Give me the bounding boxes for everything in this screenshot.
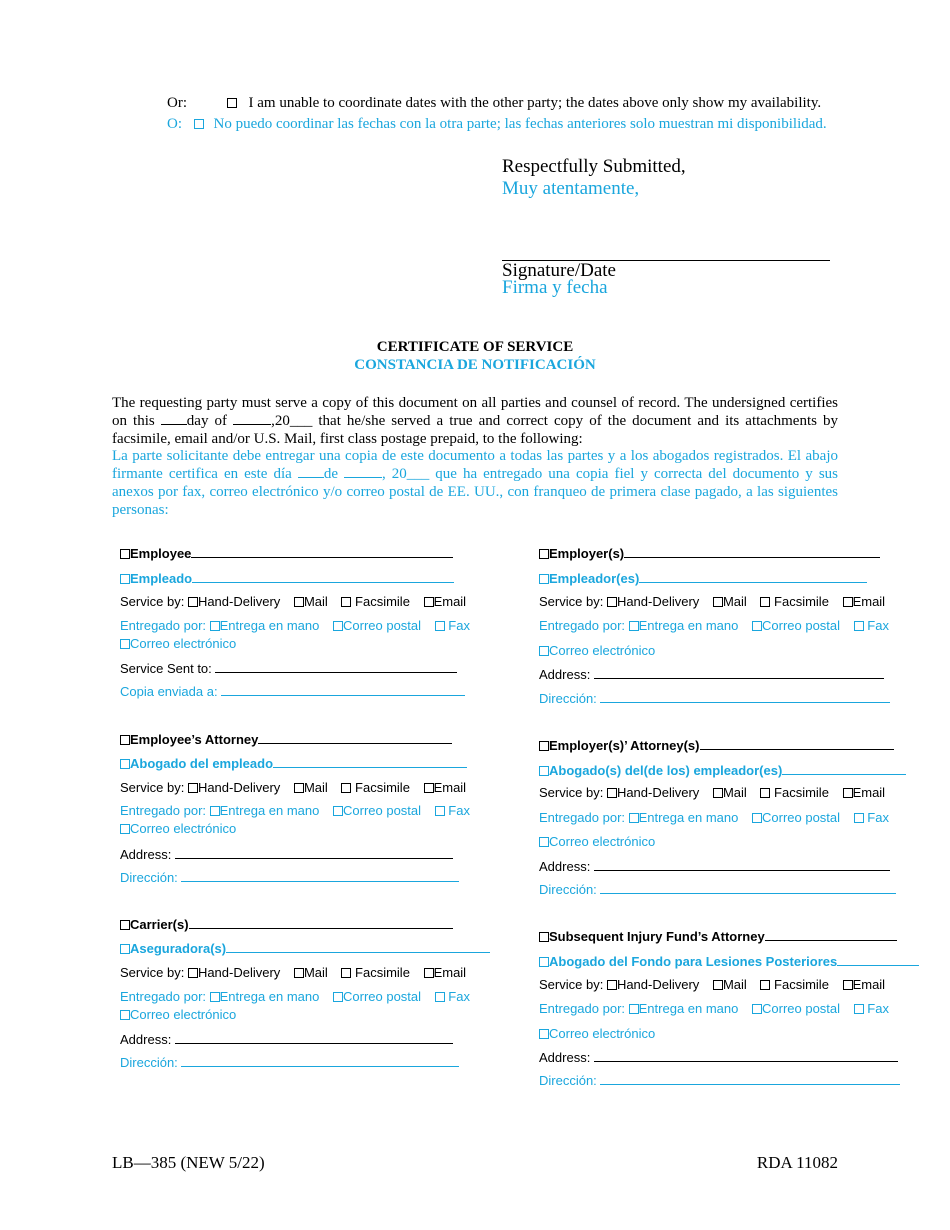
hand-delivery-checkbox[interactable] xyxy=(188,597,198,607)
fax-checkbox[interactable] xyxy=(435,992,445,1002)
employer-attorney-entregado: Entregado por: Entrega en mano Correo postal Fax xyxy=(539,810,889,825)
sif-direccion: Dirección: xyxy=(539,1072,900,1089)
employee-attorney-row: Employee’s Attorney xyxy=(120,731,452,748)
carrier-service-by: Service by: Hand-Delivery Mail Facsimile Email xyxy=(120,965,467,980)
empleador-checkbox[interactable] xyxy=(539,574,549,584)
sif-address: Address: xyxy=(539,1049,898,1066)
employer-attorney-service-by: Service by: Hand-Delivery Mail Facsimile Email xyxy=(539,785,886,800)
respectfully-submitted: Respectfully Submitted, xyxy=(502,156,686,177)
employer-service-by: Service by: Hand-Delivery Mail Facsimile Email xyxy=(539,594,886,609)
fax-checkbox[interactable] xyxy=(435,806,445,816)
carrier-line[interactable] xyxy=(189,916,453,929)
employee-name-line[interactable] xyxy=(191,545,453,558)
sif-entregado: Entregado por: Entrega en mano Correo postal Fax xyxy=(539,1001,889,1016)
abogado-empleado-line[interactable] xyxy=(273,755,467,768)
employee-attorney-line[interactable] xyxy=(258,731,452,744)
rda-number: RDA 11082 xyxy=(756,1153,838,1172)
facsimile-checkbox[interactable] xyxy=(341,783,351,793)
fax-checkbox[interactable] xyxy=(854,621,864,631)
correo-electronico-checkbox[interactable] xyxy=(539,646,549,656)
aseguradora-line[interactable] xyxy=(226,940,490,953)
correo-postal-checkbox[interactable] xyxy=(333,806,343,816)
employee-attorney-checkbox[interactable] xyxy=(120,735,130,745)
sif-attorney-line[interactable] xyxy=(765,928,897,941)
hand-delivery-checkbox[interactable] xyxy=(188,783,198,793)
address-field[interactable] xyxy=(594,858,890,871)
hand-delivery-checkbox[interactable] xyxy=(607,788,617,798)
employee-service-by: Service by: Hand-Delivery Mail Facsimile Email xyxy=(120,594,467,609)
fax-checkbox[interactable] xyxy=(435,621,445,631)
employer-attorney-line[interactable] xyxy=(700,737,894,750)
facsimile-checkbox[interactable] xyxy=(341,968,351,978)
hand-delivery-checkbox[interactable] xyxy=(607,597,617,607)
sif-attorney-checkbox[interactable] xyxy=(539,932,549,942)
unable-to-coordinate-checkbox[interactable] xyxy=(227,98,237,108)
carrier-direccion: Dirección: xyxy=(120,1054,459,1071)
aseguradora-checkbox[interactable] xyxy=(120,944,130,954)
certificate-paragraph-es: La parte solicitante debe entregar una copia de este documento a todas las partes y a los abogados registrados. El abajo firmante certifica en este día de , 20___ que ha entregado una copia fiel y correcta del documento y sus anexos por fax, correo electrónico y/o correo postal de EE. UU., con franqueo de primera clase pagado, a las siguientes personas: xyxy=(112,448,838,518)
copia-enviada-row: Copia enviada a: xyxy=(120,683,465,700)
employer-row: Employer(s) xyxy=(539,545,880,562)
employee-checkbox[interactable] xyxy=(120,549,130,559)
certificate-title: CERTIFICATE OF SERVICE xyxy=(376,339,574,355)
carrier-address: Address: xyxy=(120,1031,453,1048)
employee-entregado: Entregado por: Entrega en mano Correo postal Fax xyxy=(120,618,470,633)
service-sent-to-field[interactable] xyxy=(215,660,457,673)
certificate-paragraph-en: The requesting party must serve a copy of this document on all parties and counsel of record. The undersigned certifies on this day of ,20___ that he/she served a true and correct copy of the document and its attachments by facsimile, email and/or U.S. Mail, first class postage prepaid, to the following: xyxy=(112,395,839,447)
mail-checkbox[interactable] xyxy=(713,980,723,990)
employer-entregado: Entregado por: Entrega en mano Correo postal Fax xyxy=(539,618,889,633)
employer-attorney-checkbox[interactable] xyxy=(539,741,549,751)
address-field[interactable] xyxy=(594,1049,898,1062)
sif-correo-elec: Correo electrónico xyxy=(539,1026,655,1042)
mail-checkbox[interactable] xyxy=(294,968,304,978)
employee-attorney-service-by: Service by: Hand-Delivery Mail Facsimile Email xyxy=(120,780,467,795)
email-checkbox[interactable] xyxy=(424,783,434,793)
mail-checkbox[interactable] xyxy=(294,597,304,607)
correo-postal-checkbox[interactable] xyxy=(752,621,762,631)
abogado-empleador-row: Abogado(s) del(de los) empleador(es) xyxy=(539,762,906,779)
employer-attorney-correo-elec: Correo electrónico xyxy=(539,834,655,850)
service-sent-to-row: Service Sent to: xyxy=(120,660,457,677)
employer-attorney-direccion: Dirección: xyxy=(539,881,896,898)
abogado-fondo-line[interactable] xyxy=(837,953,919,966)
no-puedo-coordinar-checkbox[interactable] xyxy=(194,119,204,129)
employer-address: Address: xyxy=(539,666,884,683)
hand-delivery-checkbox[interactable] xyxy=(188,968,198,978)
abogado-empleado-row: Abogado del empleado xyxy=(120,755,467,772)
entrega-mano-checkbox[interactable] xyxy=(629,1004,639,1014)
abogado-fondo-checkbox[interactable] xyxy=(539,957,549,967)
abogado-fondo-row: Abogado del Fondo para Lesiones Posteriores xyxy=(539,953,919,970)
correo-electronico-checkbox[interactable] xyxy=(120,1010,130,1020)
carrier-correo-elec: Correo electrónico xyxy=(120,1007,236,1023)
carrier-checkbox[interactable] xyxy=(120,920,130,930)
empleador-row: Empleador(es) xyxy=(539,570,867,587)
address-field[interactable] xyxy=(175,1031,453,1044)
entrega-mano-checkbox[interactable] xyxy=(210,806,220,816)
correo-postal-checkbox[interactable] xyxy=(333,992,343,1002)
direccion-field[interactable] xyxy=(600,1072,900,1085)
dia-blank[interactable] xyxy=(298,465,324,478)
empleado-row: Empleado xyxy=(120,570,454,587)
or-line-en: Or: I am unable to coordinate dates with the other party; the dates above only show my availability. xyxy=(167,95,822,111)
mail-checkbox[interactable] xyxy=(294,783,304,793)
facsimile-checkbox[interactable] xyxy=(760,788,770,798)
sif-attorney-row: Subsequent Injury Fund’s Attorney xyxy=(539,928,897,945)
facsimile-checkbox[interactable] xyxy=(341,597,351,607)
employer-attorney-address: Address: xyxy=(539,858,890,875)
employee-attorney-direccion: Dirección: xyxy=(120,869,459,886)
correo-postal-checkbox[interactable] xyxy=(333,621,343,631)
email-checkbox[interactable] xyxy=(843,980,853,990)
correo-postal-checkbox[interactable] xyxy=(752,813,762,823)
correo-electronico-checkbox[interactable] xyxy=(539,837,549,847)
empleado-checkbox[interactable] xyxy=(120,574,130,584)
fax-checkbox[interactable] xyxy=(854,813,864,823)
direccion-field[interactable] xyxy=(181,869,459,882)
sif-service-by: Service by: Hand-Delivery Mail Facsimile Email xyxy=(539,977,886,992)
employer-attorney-row: Employer(s)’ Attorney(s) xyxy=(539,737,894,754)
correo-electronico-checkbox[interactable] xyxy=(539,1029,549,1039)
email-checkbox[interactable] xyxy=(424,968,434,978)
aseguradora-row: Aseguradora(s) xyxy=(120,940,490,957)
copia-enviada-field[interactable] xyxy=(221,683,465,696)
direccion-field[interactable] xyxy=(600,690,890,703)
employee-attorney-address: Address: xyxy=(120,846,453,863)
month-blank[interactable] xyxy=(233,412,271,425)
empleador-line[interactable] xyxy=(639,570,867,583)
entrega-mano-checkbox[interactable] xyxy=(210,992,220,1002)
muy-atentamente: Muy atentamente, xyxy=(502,178,640,199)
employee-row: Employee xyxy=(120,545,453,562)
constancia-title: CONSTANCIA DE NOTIFICACIÓN xyxy=(354,357,596,373)
empleado-name-line[interactable] xyxy=(192,570,454,583)
carrier-entregado: Entregado por: Entrega en mano Correo postal Fax xyxy=(120,989,470,1004)
mail-checkbox[interactable] xyxy=(713,597,723,607)
mes-blank[interactable] xyxy=(344,465,382,478)
entrega-mano-checkbox[interactable] xyxy=(629,813,639,823)
correo-electronico-checkbox[interactable] xyxy=(120,824,130,834)
employer-correo-elec: Correo electrónico xyxy=(539,643,655,659)
or-line-es: O: No puedo coordinar las fechas con la otra parte; las fechas anteriores solo muestran mi disponibilidad. xyxy=(167,116,827,132)
direccion-field[interactable] xyxy=(600,881,896,894)
abogado-empleador-checkbox[interactable] xyxy=(539,766,549,776)
mail-checkbox[interactable] xyxy=(713,788,723,798)
hand-delivery-checkbox[interactable] xyxy=(607,980,617,990)
abogado-empleado-checkbox[interactable] xyxy=(120,759,130,769)
address-field[interactable] xyxy=(594,666,884,679)
employee-correo-elec: Correo electrónico xyxy=(120,636,236,652)
fax-checkbox[interactable] xyxy=(854,1004,864,1014)
correo-electronico-checkbox[interactable] xyxy=(120,639,130,649)
employer-checkbox[interactable] xyxy=(539,549,549,559)
email-checkbox[interactable] xyxy=(843,597,853,607)
entrega-mano-checkbox[interactable] xyxy=(629,621,639,631)
day-blank[interactable] xyxy=(161,412,187,425)
abogado-empleador-line[interactable] xyxy=(782,762,906,775)
form-number: LB—385 (NEW 5/22) xyxy=(112,1153,265,1172)
email-checkbox[interactable] xyxy=(843,788,853,798)
facsimile-checkbox[interactable] xyxy=(760,597,770,607)
employee-attorney-entregado: Entregado por: Entrega en mano Correo postal Fax xyxy=(120,803,470,818)
firma-fecha-label: Firma y fecha xyxy=(502,277,608,298)
email-checkbox[interactable] xyxy=(424,597,434,607)
signature-date-label: Signature/Date xyxy=(502,260,616,281)
employer-line[interactable] xyxy=(624,545,880,558)
carrier-row: Carrier(s) xyxy=(120,916,453,933)
employer-direccion: Dirección: xyxy=(539,690,890,707)
facsimile-checkbox[interactable] xyxy=(760,980,770,990)
entrega-mano-checkbox[interactable] xyxy=(210,621,220,631)
employee-attorney-correo-elec: Correo electrónico xyxy=(120,821,236,837)
address-field[interactable] xyxy=(175,846,453,859)
correo-postal-checkbox[interactable] xyxy=(752,1004,762,1014)
direccion-field[interactable] xyxy=(181,1054,459,1067)
